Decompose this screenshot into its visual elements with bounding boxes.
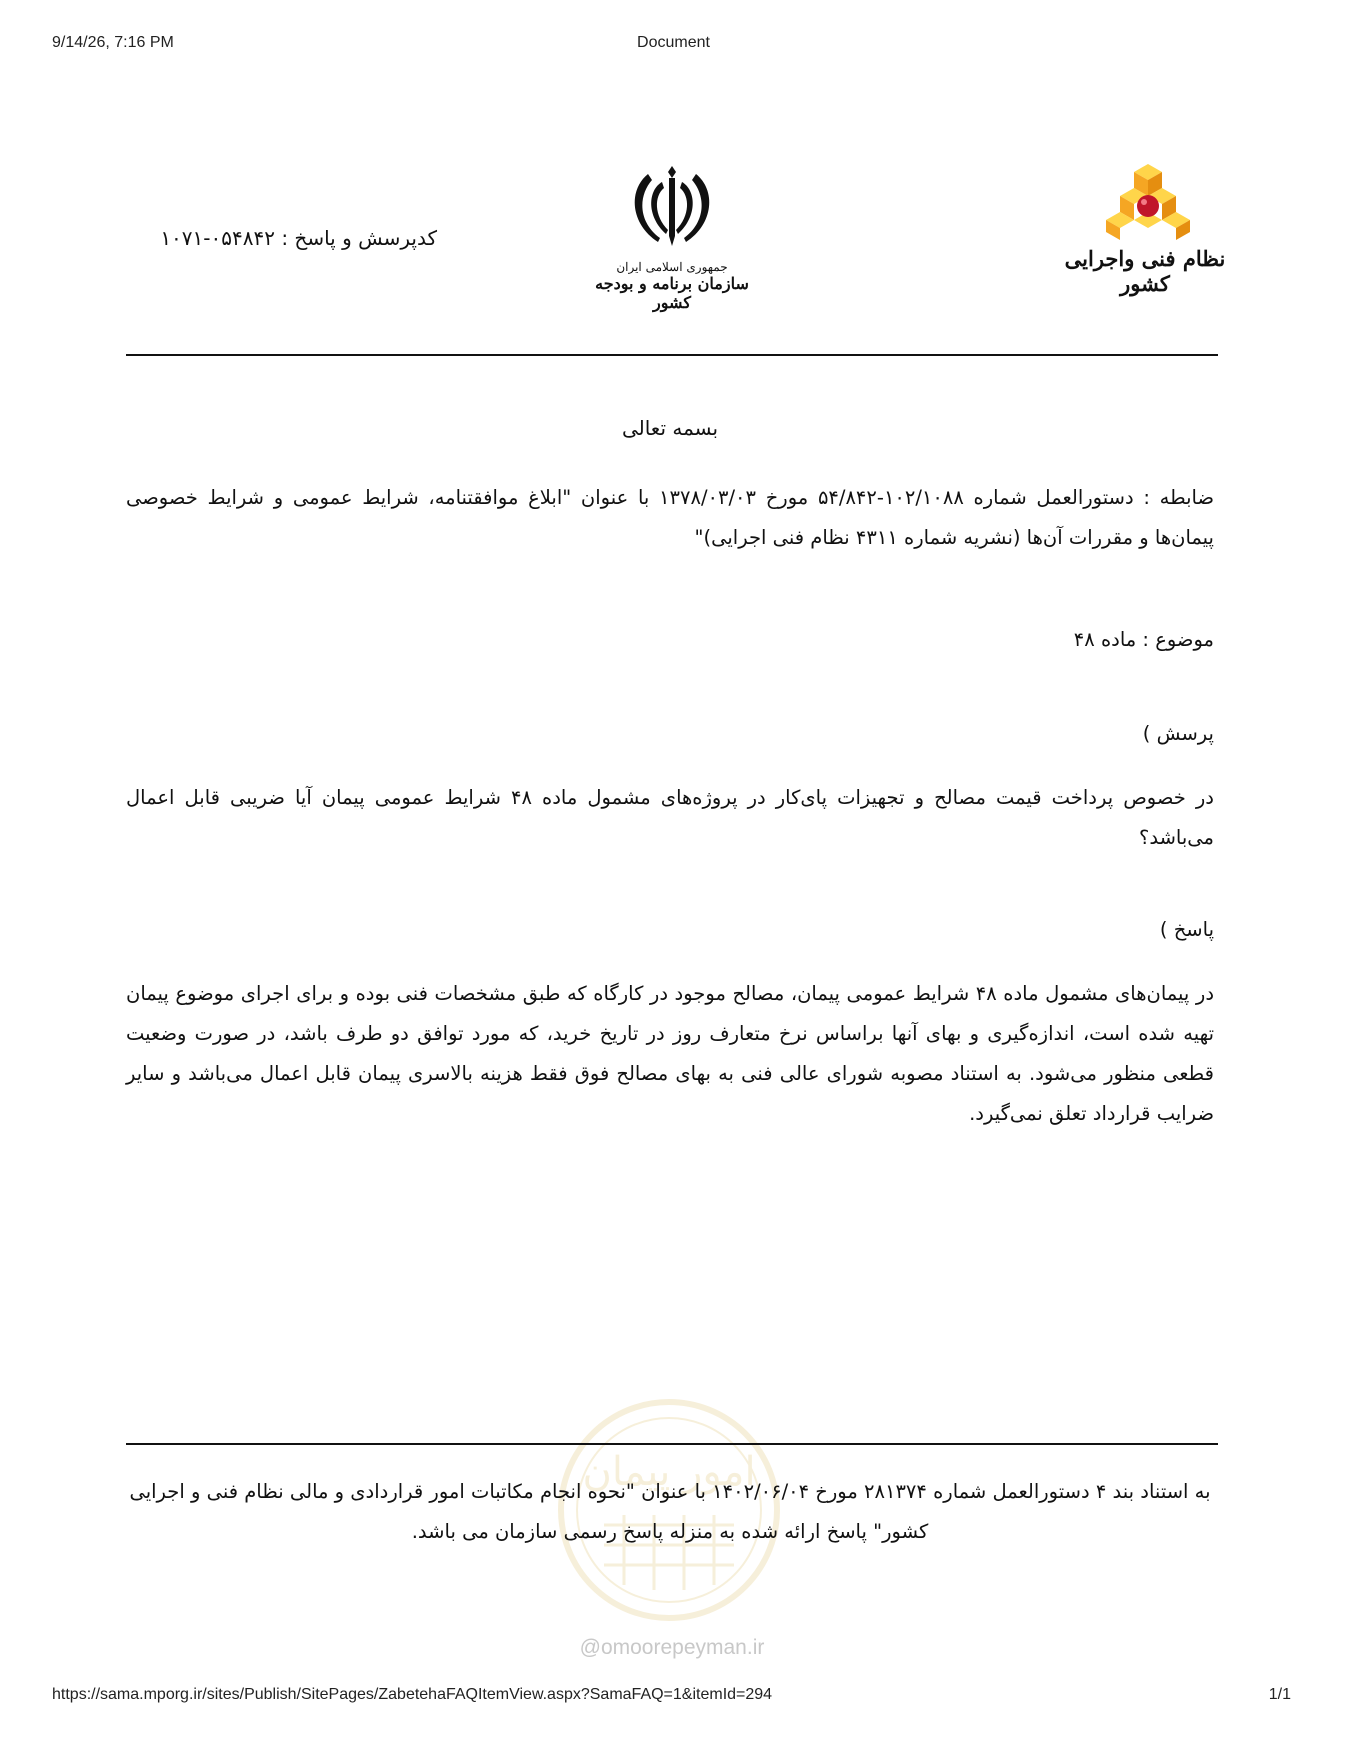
official-note: به استناد بند ۴ دستورالعمل شماره ۲۸۱۳۷۴ مورخ ۱۴۰۲/۰۶/۰۴ با عنوان "نحوه انجام مکاتبات امور قراردادی و مالی نظام فنی و اجرایی کشور" پاسخ ارائه شده به منزله پاسخ رسمی سازمان می باشد. — [129, 1480, 1211, 1543]
print-page-number: 1/1 — [1268, 1686, 1291, 1703]
faq-code-value: ۰۵۴۸۴۲-۱۰۷۱ — [160, 226, 275, 250]
answer-text: در پیمان‌های مشمول ماده ۴۸ شرایط عمومی پیمان، مصالح موجود در کارگاه که طبق مشخصات فنی بوده و برای اجرای موضوع پیمان تهیه شده است، اندازه‌گیری و بهای آنها براساس نرخ متعارف روز در تاریخ خرید، که مورد توافق دو طرف باشد، در صورت وضعیت قطعی منظور می‌شود. به استناد مصوبه شورای عالی فنی به بهای مصالح فوق فقط هزینه بالاسری پیمان قابل اعمال می‌باشد و سایر ضرایب قرارداد تعلق نمی‌گیرد. — [126, 982, 1215, 1125]
faq-code — [160, 226, 437, 250]
zabeteh-paragraph: ضابطه : دستورالعمل شماره ۱۰۲/۱۰۸۸-۵۴/۸۴۲ مورخ ۱۳۷۸/۰۳/۰۳ با عنوان "ابلاغ موافقتنامه، شرایط عمومی و شرایط خصوصی پیمان‌ها و مقررات آن‌ها (نشریه شماره ۴۳۱۱ نظام فنی اجرایی)" — [126, 486, 1215, 549]
iran-emblem-icon — [622, 160, 722, 256]
question-label: پرسش ) — [1142, 722, 1214, 745]
footer-divider — [126, 1443, 1218, 1445]
print-title: Document — [637, 34, 710, 51]
cube-logo-icon — [1100, 162, 1196, 242]
iran-emblem — [582, 160, 762, 310]
watermark-text: امور پیمان — [582, 1449, 756, 1495]
faq-code-label: کدپرسش و پاسخ : — [281, 226, 437, 250]
at-icon: @ — [579, 1636, 601, 1659]
nezam-fanni-logo — [1060, 162, 1230, 302]
emblem-line-2: سازمان برنامه و بودجه کشور — [595, 274, 749, 312]
print-datetime: 9/14/26, 7:16 PM — [52, 34, 174, 51]
print-url: https://sama.mporg.ir/sites/Publish/SitePages/ZabetehaFAQItemView.aspx?SamaFAQ=1&itemId=294 — [52, 1686, 773, 1703]
watermark-site: @omoorepeyman.ir — [579, 1636, 765, 1659]
header-divider — [126, 354, 1218, 356]
basmala: بسمه تعالی — [621, 416, 719, 440]
nezam-fanni-logo-text: نظام فنی واجرایی کشور — [1064, 246, 1226, 296]
question-text: در خصوص پرداخت قیمت مصالح و تجهیزات پای‌کار در پروژه‌های مشمول ماده ۴۸ شرایط عمومی پیمان آیا ضریبی قابل اعمال می‌باشد؟ — [126, 786, 1214, 849]
emblem-line-1: جمهوری اسلامی ایران — [616, 260, 728, 274]
subject: موضوع : ماده ۴۸ — [1073, 628, 1214, 651]
answer-label: پاسخ ) — [1159, 918, 1214, 941]
